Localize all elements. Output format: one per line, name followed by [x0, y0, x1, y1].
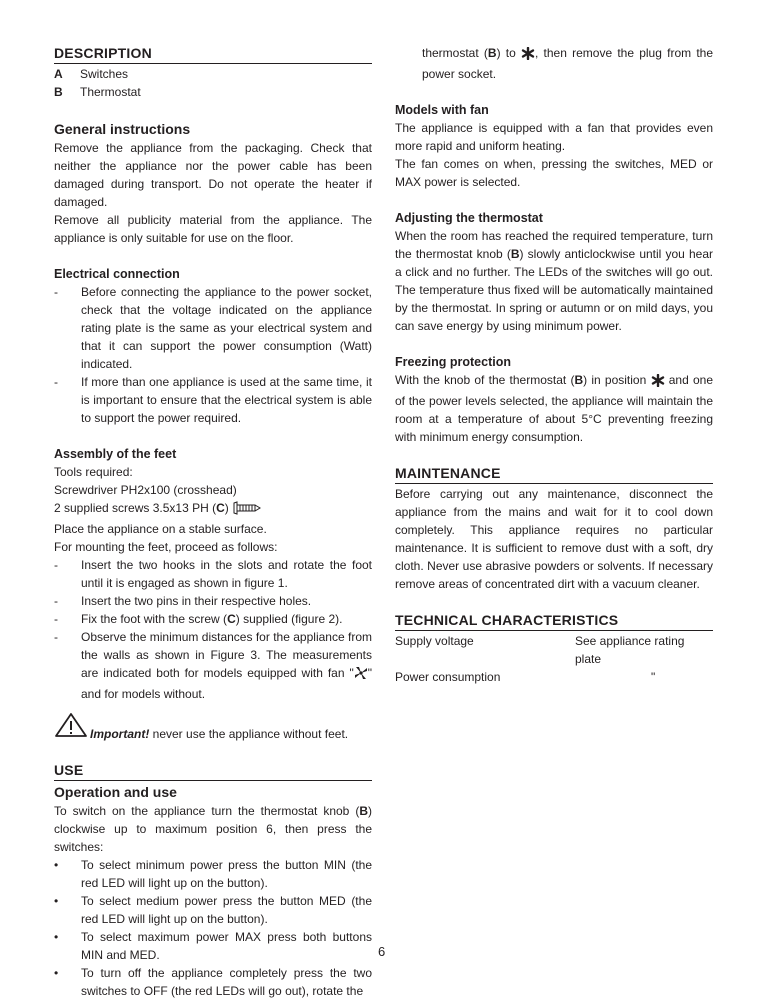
electrical-item-1: Before connecting the appliance to the power socket, check that the voltage indicated on the appliance rating plate is the same as your electrical system and that it can support the power consumption (Watt) indicated. [81, 285, 372, 371]
description-item-b [54, 83, 372, 101]
list-item [54, 892, 372, 928]
fan-p2: The fan comes on when, pressing the switches, MED or MAX power is selected. [395, 157, 713, 189]
technical-heading: TECHNICAL CHARACTERISTICS [395, 611, 713, 631]
spec-row [395, 632, 713, 668]
dash-bullet: - [54, 375, 58, 389]
models-with-fan-heading: Models with fan [395, 103, 489, 117]
list-item [54, 556, 372, 592]
spec-value: " [651, 670, 656, 684]
feet-step-2: Insert the two pins in their respective holes. [81, 594, 312, 608]
dash-bullet: - [54, 594, 58, 608]
dot-bullet: • [54, 966, 59, 980]
description-key-b: B [54, 85, 63, 99]
fan-p1: The appliance is equipped with a fan that provides even more rapid and uniform heating. [395, 121, 713, 153]
snowflake-icon [651, 374, 665, 392]
mounting-line: For mounting the feet, proceed as follows: [54, 540, 278, 554]
use-item-4: To turn off the appliance completely press the two switches to OFF (the red LEDs will go out), rotate the [81, 966, 372, 998]
dash-bullet: - [54, 630, 58, 644]
surface-line: Place the appliance on a stable surface. [54, 522, 267, 536]
general-instructions-p1: Remove the appliance from the packaging. Check that neither the appliance nor the power cable has been damaged during transport. Do not operate the heater if damaged. [54, 141, 372, 209]
maintenance-heading: MAINTENANCE [395, 464, 713, 484]
general-instructions-p2: Remove all publicity material from the appliance. The appliance is only suitable for use on the floor. [54, 213, 372, 245]
snowflake-icon [521, 47, 535, 65]
important-text: never use the appliance without feet. [149, 727, 349, 741]
description-key-a: A [54, 67, 63, 81]
spec-value: See appliance rating plate [575, 634, 685, 666]
warning-icon [54, 712, 88, 743]
fan-icon [354, 666, 368, 685]
description-label-b: Thermostat [80, 85, 141, 99]
adjusting-thermostat-heading: Adjusting the thermostat [395, 211, 543, 225]
operation-use-heading: Operation and use [54, 784, 177, 800]
screws-line: 2 supplied screws 3.5x13 PH (C) [54, 499, 372, 520]
list-item [54, 373, 372, 427]
list-item [54, 592, 372, 610]
dash-bullet: - [54, 612, 58, 626]
use-item-3: To select maximum power MAX press both buttons MIN and MED. [81, 930, 372, 962]
dot-bullet: • [54, 930, 59, 944]
dash-bullet: - [54, 285, 58, 299]
maintenance-text: Before carrying out any maintenance, disconnect the appliance from the mains and wait for it to cool down completely. This appliance requires no particular maintenance. It is sufficient to remove dust with a soft, dry cloth. Never use abrasive powders or solvents. If necessary remove areas of concentrated dirt with a vacuum cleaner. [395, 487, 713, 591]
list-item [54, 928, 372, 964]
freezing-text: With the knob of the thermostat (B) in position and one of the power levels selected, the appliance will maintain the room at a temperature of about 5°C preventing freezing with minimum energy consumption. [395, 373, 713, 444]
freezing-protection-heading: Freezing protection [395, 355, 511, 369]
description-item-a [54, 65, 372, 83]
assembly-feet-heading: Assembly of the feet [54, 447, 177, 461]
dash-bullet: - [54, 558, 58, 572]
list-item [54, 964, 372, 1000]
page-number: 6 [378, 944, 386, 959]
description-heading: DESCRIPTION [54, 44, 372, 64]
dot-bullet: • [54, 894, 59, 908]
list-item [54, 628, 372, 703]
feet-step-3: Fix the foot with the screw (C) supplied (figure 2). [81, 612, 343, 626]
list-item [54, 610, 372, 628]
right-column [395, 44, 713, 686]
left-column [54, 44, 372, 1000]
spec-row [395, 668, 713, 686]
list-item [54, 283, 372, 373]
feet-step-4: Observe the minimum distances for the appliance from the walls as shown in Figure 3. The measurements are indicated both for models equipped with fan " " and for models without. [81, 630, 372, 701]
use-intro: To switch on the appliance turn the thermostat knob (B) clockwise up to maximum position 6, then press the switches: [54, 804, 372, 854]
important-note [54, 713, 372, 743]
use-item-1: To select minimum power press the button MIN (the red LED will light up on the button). [81, 858, 372, 890]
electrical-item-2: If more than one appliance is used at the same time, it is important to ensure that the electrical system is able to support the power required. [81, 375, 372, 425]
general-instructions-heading: General instructions [54, 121, 191, 137]
thermostat-text: When the room has reached the required temperature, turn the thermostat knob (B) slowly anticlockwise until you hear a click and no further. The LEDs of the switches will go out. The temperature thus fixed will be automatically maintained by the thermostat. In spring or autumn or on mild days, you can save energy by using minimum power. [395, 229, 713, 333]
screwdriver-line: Screwdriver PH2x100 (crosshead) [54, 483, 237, 497]
feet-step-1: Insert the two hooks in the slots and rotate the foot until it is engaged as shown in figure 1. [81, 558, 372, 590]
list-item [54, 856, 372, 892]
use-item-4-continued: thermostat (B) to , then remove the plug from the power socket. [422, 46, 713, 81]
screw-icon [232, 501, 262, 520]
spec-label: Power consumption [395, 670, 501, 684]
description-label-a: Switches [80, 67, 129, 81]
use-item-2: To select medium power press the button MED (the red LED will light up on the button). [81, 894, 372, 926]
electrical-connection-heading: Electrical connection [54, 267, 180, 281]
dot-bullet: • [54, 858, 59, 872]
use-heading: USE [54, 761, 372, 781]
tools-required: Tools required: [54, 465, 133, 479]
spec-label: Supply voltage [395, 634, 474, 648]
important-label: Important! [90, 727, 150, 741]
